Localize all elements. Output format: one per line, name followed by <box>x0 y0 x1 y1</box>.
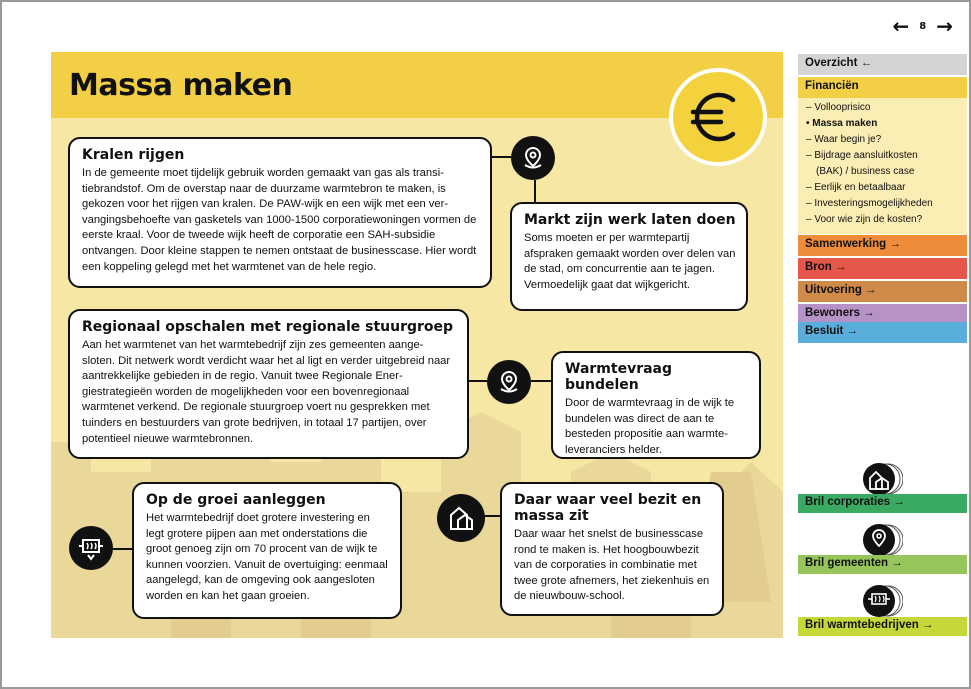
submenu-item-eerlijk-betaalbaar[interactable]: – Eerlijk en betaalbaar <box>806 182 906 193</box>
card-title: Warmtevraag bundelen <box>565 361 673 393</box>
submenu-item-voor-wie-kosten[interactable]: – Voor wie zijn de kosten? <box>806 214 923 225</box>
houses-icon <box>861 462 903 496</box>
info-card-warmtevraag <box>551 351 761 459</box>
map-pin-icon <box>861 523 903 557</box>
bril-warmtebedrijven-button[interactable]: Bril warmtebedrijven → <box>798 617 967 636</box>
page-navigation <box>893 16 954 36</box>
card-body: Daar waar het snelst de businesscase rond te maken is. Het hoogbouwbezit van de corporaties in combinatie met twee grote afnemers, het ziekenhuis en de nieuwbouw-school. <box>514 528 710 603</box>
sidebar-item-overzicht[interactable]: Overzicht ← <box>798 54 967 75</box>
bril-gemeenten-button[interactable]: Bril gemeenten → <box>798 555 967 574</box>
map-pin-icon <box>487 360 531 404</box>
submenu-item-bak-business-case[interactable]: (BAK) / business case <box>816 166 915 177</box>
map-pin-icon <box>511 136 555 180</box>
card-title: Kralen rijgen <box>82 147 185 163</box>
card-body: Het warmtebedrijf doet grotere investering en legt grotere pijpen aan met onderstations die groot genoeg zijn om 70 procent van de wijk te kunnen voorzien. Vanuit de overtuiging: eenmaal aangelegd, kan de omgeving ook aangesloten worden en kan het gaan groeien. <box>146 512 388 602</box>
sidebar-item-bewoners[interactable]: Bewoners → <box>798 304 967 325</box>
connector-line <box>467 380 487 382</box>
euro-icon <box>687 86 749 148</box>
sidebar-item-samenwerking[interactable]: Samenwerking → <box>798 235 967 256</box>
card-body: Door de warmtevraag in de wijk te bundelen was direct de aan te besteden propositie aan warmte- leveranciers helder. <box>565 397 735 456</box>
submenu-item-massa-maken[interactable]: • Massa maken <box>806 118 878 129</box>
info-card-kralen-rijgen <box>68 137 492 288</box>
sidebar-item-bron[interactable]: Bron → <box>798 258 967 279</box>
sidebar-item-uitvoering[interactable]: Uitvoering → <box>798 281 967 302</box>
connector-line <box>534 180 536 202</box>
connector-line <box>113 548 133 550</box>
connector-line <box>531 380 551 382</box>
submenu-item-bijdrage-aansluitkosten[interactable]: – Bijdrage aansluitkosten <box>806 150 918 161</box>
page-title: Massa maken <box>69 68 293 103</box>
page-number: 8 <box>919 20 927 32</box>
card-title: Regionaal opschalen met regionale stuurgroep <box>82 319 454 335</box>
sidebar-item-financien[interactable]: Financiën <box>798 77 967 98</box>
card-title: Daar waar veel bezit en massa zit <box>514 492 702 524</box>
card-title: Op de groei aanleggen <box>146 492 326 508</box>
info-card-op-de-groei <box>132 482 402 619</box>
submenu-item-vollooprisico[interactable]: – Vollooprisico <box>806 102 871 113</box>
heat-pipe-icon <box>861 584 903 618</box>
card-body: Soms moeten er per warmtepartij afspraken gemaakt worden over delen van de stad, om concurrentie aan te jagen. Vermoedelijk gaat dat wijkgericht. <box>524 232 736 291</box>
heat-pipe-icon <box>69 526 113 570</box>
bril-corporaties-button[interactable]: Bril corporaties → <box>798 494 967 513</box>
main-panel <box>51 52 783 638</box>
sidebar-submenu <box>798 98 967 234</box>
card-body: Aan het warmtenet van het warmtebedrijf zijn zes gemeenten aange- sloten. Dit netwerk wordt verdicht waar het al ligt en verder uitgebreid naar aantrekkelijke gebieden in de regio. Vanuit twee Regionale Ener- giestrategieën worden de mogelijkheden voor een bovenregionaal warmtenet verkend. De regionale stuurgroep voert nu gesprekken met tuinders en bestuurders van grote bedrijven, in totaal 17 partijen, over potentieel nieuwe warmtebronnen. <box>82 339 451 445</box>
submenu-item-investeringsmogelijkheden[interactable]: – Investeringsmogelijkheden <box>806 198 933 209</box>
houses-icon <box>437 494 485 542</box>
card-title: Markt zijn werk laten doen <box>524 212 736 228</box>
sidebar-item-besluit[interactable]: Besluit → <box>798 322 967 343</box>
submenu-item-waar-begin-je[interactable]: – Waar begin je? <box>806 134 882 145</box>
info-card-bezit-massa <box>500 482 724 616</box>
card-body: In de gemeente moet tijdelijk gebruik worden gemaakt van gas als transi- tiebrandstof. Om de overstap naar de duurzame warmtebron te maken, is gekozen voor het rijgen van kralen. De PAW-wijk en een wijk met een ver- vangingsbehoefte van gasketels van 1000-1500 corporatiewoningen vormen de eerste kraal. Voor de tweede wijk heeft de corporatie een SAH-subsidie ontvangen. Door kleine stappen te nemen ontstaat de businesscase. Hier wordt een koppeling gelegd met het warmtenet van de hele regio. <box>82 167 477 273</box>
euro-badge <box>669 68 767 166</box>
arrow-right-icon[interactable]: → <box>936 14 953 38</box>
connector-line <box>491 156 511 158</box>
info-card-regionaal-opschalen <box>68 309 469 459</box>
arrow-left-icon[interactable]: ← <box>892 14 910 38</box>
info-card-markt <box>510 202 748 311</box>
